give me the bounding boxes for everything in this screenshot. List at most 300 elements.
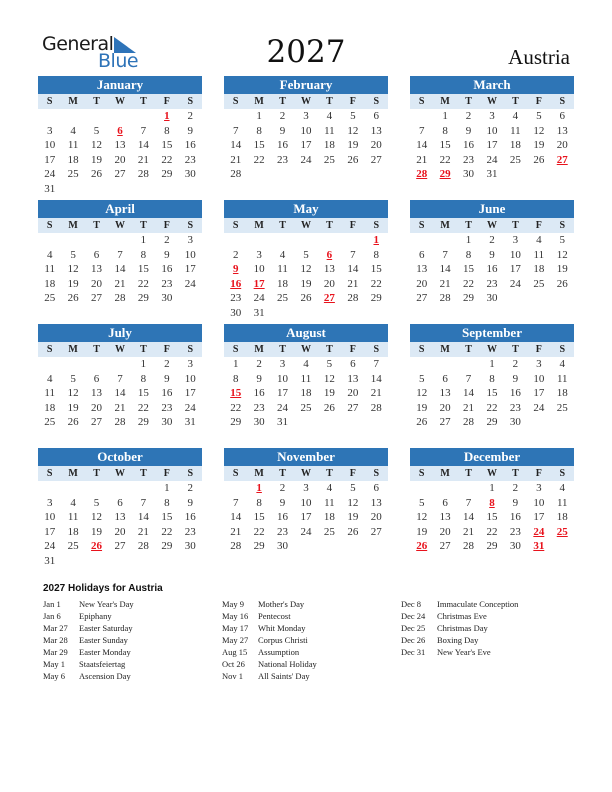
day-cell: 2: [164, 234, 170, 246]
day-cell: 1: [232, 358, 239, 370]
day-cell: 22: [161, 153, 173, 166]
day-cell: 16: [277, 139, 289, 152]
day-cell: [457, 430, 480, 445]
day-cell: 4: [326, 110, 333, 122]
week-row: [38, 138, 202, 153]
day-cell: 4: [326, 482, 333, 494]
holiday-date-label: May 9: [222, 599, 244, 609]
holiday-date-label: Dec 25: [401, 623, 426, 633]
month-title: December: [410, 448, 574, 466]
day-cell: 12: [416, 511, 428, 524]
day-cell: 25: [509, 153, 521, 166]
week-row: [38, 430, 202, 445]
day-cell: 12: [347, 496, 359, 509]
holiday-date: 1: [164, 110, 170, 122]
day-cell: 22: [370, 277, 382, 290]
day-cell: 8: [232, 372, 239, 385]
day-cell: 1: [489, 482, 495, 494]
day-cell: 25: [277, 292, 289, 305]
day-cell: 4: [559, 358, 565, 370]
weekday-header-row: [410, 342, 574, 357]
day-cell: 31: [44, 554, 56, 567]
day-cell: 21: [137, 153, 149, 166]
month-august: [224, 324, 388, 445]
week-row: [224, 510, 388, 525]
holiday-name: National Holiday: [258, 659, 317, 669]
day-cell: 14: [416, 139, 428, 152]
day-cell: 22: [137, 277, 149, 290]
month-june: [410, 200, 574, 321]
weekday-label: F: [349, 220, 356, 231]
day-cell: 23: [230, 292, 242, 305]
day-cell: 17: [44, 153, 56, 166]
day-cell: 15: [370, 263, 382, 276]
weekday-label: T: [93, 468, 100, 479]
day-cell: 25: [44, 416, 56, 429]
day-cell: [410, 481, 433, 496]
day-cell: [224, 481, 247, 496]
day-cell: 7: [418, 124, 425, 137]
month-title: June: [410, 200, 574, 218]
day-cell: 7: [117, 248, 123, 261]
day-cell: [61, 430, 84, 445]
day-cell: 18: [556, 387, 568, 400]
weekday-label: S: [46, 96, 53, 107]
day-cell: [271, 430, 294, 445]
day-cell: 25: [67, 540, 79, 553]
day-cell: 14: [230, 139, 242, 152]
weekday-label: S: [373, 96, 380, 107]
day-cell: 26: [67, 416, 79, 429]
day-cell: 28: [114, 416, 126, 429]
week-row: [410, 248, 574, 263]
weekday-label: W: [114, 220, 125, 231]
day-cell: 11: [67, 511, 79, 524]
day-cell: 12: [67, 263, 79, 276]
week-row: [224, 415, 388, 430]
day-cell: 4: [279, 248, 286, 261]
weekday-label: F: [163, 468, 170, 479]
day-cell: 2: [512, 482, 519, 494]
weekday-label: T: [512, 468, 519, 479]
day-cell: [504, 291, 527, 306]
holiday-name: Christmas Eve: [437, 611, 487, 621]
week-row: [224, 430, 388, 445]
day-cell: [61, 306, 84, 321]
day-cell: 11: [300, 372, 312, 385]
day-cell: 28: [370, 401, 382, 414]
day-cell: 5: [418, 496, 425, 509]
day-cell: [527, 291, 550, 306]
day-cell: [433, 306, 456, 321]
holiday-name: Whit Monday: [258, 623, 306, 633]
weekday-label: T: [279, 96, 286, 107]
day-cell: 5: [93, 496, 100, 509]
day-cell: 6: [418, 248, 425, 261]
weekday-label: S: [187, 344, 194, 355]
day-cell: 15: [161, 139, 173, 152]
day-cell: [527, 430, 550, 445]
week-row: [38, 306, 202, 321]
day-cell: 2: [465, 110, 472, 122]
holiday-name: Easter Saturday: [79, 623, 133, 633]
day-cell: 17: [184, 387, 196, 400]
day-cell: 22: [486, 525, 498, 538]
day-cell: 30: [509, 540, 521, 553]
week-row: [410, 167, 574, 182]
day-cell: 13: [370, 496, 382, 509]
day-cell: 16: [463, 139, 475, 152]
day-cell: [85, 306, 108, 321]
day-cell: 6: [442, 496, 448, 509]
week-row: [224, 496, 388, 511]
day-cell: [433, 357, 456, 372]
day-cell: 10: [44, 139, 56, 152]
day-cell: 10: [184, 248, 196, 261]
week-row: [224, 372, 388, 387]
day-cell: 28: [463, 540, 475, 553]
day-cell: 29: [463, 292, 475, 305]
day-cell: [365, 167, 388, 182]
holiday-date: 27: [556, 153, 568, 166]
day-cell: 27: [439, 540, 451, 553]
holiday-item: [222, 670, 317, 682]
weekday-label: T: [93, 344, 100, 355]
day-cell: [38, 233, 61, 248]
day-cell: 13: [556, 124, 568, 137]
day-cell: 9: [187, 124, 193, 137]
day-cell: 24: [533, 401, 545, 414]
day-cell: 21: [114, 401, 126, 414]
day-cell: [365, 182, 388, 197]
day-cell: 18: [67, 525, 79, 538]
holiday-item: [43, 646, 134, 658]
day-cell: 6: [373, 482, 379, 494]
week-row: [410, 415, 574, 430]
holiday-name: Epiphany: [79, 611, 112, 621]
week-row: [38, 124, 202, 139]
day-cell: 15: [137, 263, 149, 276]
day-cell: 9: [164, 372, 170, 385]
day-cell: 11: [44, 387, 55, 400]
day-cell: 1: [140, 358, 147, 370]
day-cell: [551, 430, 574, 445]
holiday-date-label: Dec 24: [401, 611, 426, 621]
day-cell: 23: [277, 153, 289, 166]
day-cell: 11: [510, 124, 521, 137]
day-cell: [247, 167, 270, 182]
holiday-name: Ascension Day: [79, 671, 131, 681]
day-cell: [527, 167, 550, 182]
holiday-item: [222, 658, 317, 670]
year-title: 2027: [266, 34, 346, 70]
day-cell: [155, 554, 178, 569]
day-cell: 28: [230, 168, 242, 181]
day-cell: [527, 306, 550, 321]
day-cell: [410, 306, 433, 321]
day-cell: 20: [556, 139, 568, 152]
week-row: [38, 481, 202, 496]
day-cell: 24: [184, 277, 196, 290]
day-cell: 11: [556, 496, 568, 509]
day-cell: 17: [486, 139, 498, 152]
weekday-header-row: [38, 466, 202, 481]
day-cell: 19: [416, 401, 428, 414]
day-cell: 28: [230, 540, 242, 553]
day-cell: [551, 167, 574, 182]
day-cell: 24: [300, 153, 312, 166]
day-cell: 22: [137, 401, 149, 414]
day-cell: 16: [184, 139, 196, 152]
day-cell: 13: [114, 511, 126, 524]
day-cell: 29: [137, 416, 149, 429]
weekday-header-row: [410, 218, 574, 233]
weekday-label: F: [535, 220, 542, 231]
day-cell: [108, 430, 131, 445]
day-cell: [457, 182, 480, 197]
holiday-date-label: Mar 29: [43, 647, 68, 657]
holidays-column: [401, 598, 518, 658]
day-cell: [410, 233, 433, 248]
day-cell: 27: [439, 416, 451, 429]
weekday-label: M: [440, 220, 450, 231]
day-cell: 2: [164, 358, 170, 370]
day-cell: 4: [46, 248, 53, 261]
day-cell: [85, 554, 108, 569]
day-cell: 22: [230, 401, 242, 414]
day-cell: 10: [300, 124, 312, 137]
day-cell: 13: [323, 263, 335, 276]
holiday-date-label: Jan 1: [43, 599, 61, 609]
day-cell: 1: [465, 234, 472, 246]
day-cell: [271, 306, 294, 321]
weekday-header-row: [410, 466, 574, 481]
day-cell: 12: [300, 263, 312, 276]
day-cell: 2: [279, 482, 286, 494]
week-row: [38, 153, 202, 168]
weekday-label: F: [349, 96, 356, 107]
day-cell: 18: [323, 511, 335, 524]
day-cell: 10: [533, 496, 545, 509]
holiday-item: [43, 658, 134, 670]
day-cell: 11: [556, 372, 568, 385]
holiday-name: Easter Sunday: [79, 635, 128, 645]
holiday-date-label: Oct 26: [222, 659, 245, 669]
day-cell: 3: [279, 358, 286, 370]
day-cell: 4: [303, 358, 309, 370]
day-cell: [480, 182, 503, 197]
weekday-label: S: [418, 220, 425, 231]
day-cell: [551, 415, 574, 430]
weekday-label: F: [535, 468, 542, 479]
day-cell: 6: [93, 372, 100, 385]
holiday-date: 29: [439, 168, 451, 181]
weekday-label: T: [93, 220, 100, 231]
month-title: May: [224, 200, 388, 218]
day-cell: 25: [533, 277, 545, 290]
weekday-label: T: [512, 220, 519, 231]
day-cell: [294, 233, 317, 248]
day-cell: [294, 306, 317, 321]
day-cell: [341, 306, 364, 321]
day-cell: 26: [300, 292, 312, 305]
day-cell: [179, 306, 202, 321]
day-cell: [132, 554, 155, 569]
day-cell: 1: [164, 482, 170, 494]
weekday-label: T: [326, 220, 333, 231]
day-cell: 13: [91, 263, 103, 276]
day-cell: 5: [536, 110, 542, 122]
day-cell: [527, 554, 550, 569]
weekday-label: T: [512, 344, 519, 355]
day-cell: [38, 481, 61, 496]
day-cell: 29: [137, 292, 149, 305]
week-row: [38, 386, 202, 401]
day-cell: 23: [486, 277, 498, 290]
day-cell: 12: [533, 124, 545, 137]
day-cell: 18: [67, 153, 79, 166]
day-cell: 16: [161, 387, 173, 400]
holiday-date: 24: [533, 525, 545, 538]
day-cell: 9: [465, 124, 472, 137]
day-cell: [179, 554, 202, 569]
day-cell: 5: [350, 482, 356, 494]
day-cell: 18: [323, 139, 335, 152]
day-cell: [155, 306, 178, 321]
weekday-label: T: [279, 468, 286, 479]
day-cell: [224, 182, 247, 197]
holiday-item: [401, 646, 518, 658]
day-cell: [433, 233, 456, 248]
day-cell: 5: [418, 372, 425, 385]
day-cell: 3: [46, 496, 53, 509]
week-row: [224, 262, 388, 277]
holidays-column: [43, 598, 134, 682]
day-cell: 20: [91, 277, 103, 290]
day-cell: 7: [232, 124, 239, 137]
weekday-label: F: [349, 468, 356, 479]
holiday-name: Boxing Day: [437, 635, 479, 645]
day-cell: [61, 481, 84, 496]
day-cell: [341, 554, 364, 569]
day-cell: [551, 306, 574, 321]
weekday-label: T: [140, 220, 147, 231]
day-cell: 21: [463, 401, 475, 414]
day-cell: 14: [370, 372, 382, 385]
weekday-label: S: [232, 220, 239, 231]
day-cell: [271, 554, 294, 569]
weekday-label: W: [114, 96, 125, 107]
day-cell: 23: [509, 401, 521, 414]
weekday-label: T: [326, 96, 333, 107]
day-cell: 24: [184, 401, 196, 414]
day-cell: 19: [67, 401, 79, 414]
day-cell: 3: [46, 124, 53, 137]
holidays-column: [222, 598, 317, 682]
weekday-label: S: [187, 96, 194, 107]
day-cell: [108, 233, 131, 248]
day-cell: 28: [137, 540, 149, 553]
day-cell: 30: [161, 292, 173, 305]
holiday-item: [401, 634, 518, 646]
day-cell: [85, 430, 108, 445]
holiday-date: 9: [232, 263, 239, 276]
day-cell: 1: [442, 110, 448, 122]
day-cell: 20: [114, 525, 126, 538]
day-cell: 23: [277, 525, 289, 538]
day-cell: 6: [117, 496, 123, 509]
holiday-date-label: May 17: [222, 623, 249, 633]
day-cell: [38, 357, 61, 372]
week-row: [224, 153, 388, 168]
day-cell: 28: [347, 292, 359, 305]
day-cell: 9: [512, 372, 519, 385]
day-cell: [179, 182, 202, 197]
week-row: [410, 153, 574, 168]
day-cell: 29: [161, 540, 173, 553]
week-row: [410, 510, 574, 525]
day-cell: 25: [556, 401, 568, 414]
day-cell: 17: [184, 263, 196, 276]
holiday-date: 31: [533, 540, 545, 553]
weekday-label: W: [114, 468, 125, 479]
day-cell: 7: [373, 358, 379, 370]
weekday-label: S: [559, 344, 566, 355]
weekday-label: M: [68, 468, 78, 479]
weekday-label: T: [465, 220, 472, 231]
holiday-date-label: Dec 31: [401, 647, 426, 657]
day-cell: 30: [509, 416, 521, 429]
holiday-name: Immaculate Conception: [437, 599, 519, 609]
day-cell: 31: [44, 182, 56, 195]
day-cell: 10: [277, 372, 289, 385]
weekday-label: T: [326, 344, 333, 355]
day-cell: [224, 430, 247, 445]
day-cell: 8: [465, 248, 472, 261]
day-cell: [341, 430, 364, 445]
day-cell: [365, 554, 388, 569]
day-cell: [85, 182, 108, 197]
day-cell: 22: [463, 277, 475, 290]
holiday-date: 26: [91, 540, 103, 553]
day-cell: 24: [300, 525, 312, 538]
day-cell: [480, 554, 503, 569]
day-cell: 15: [161, 511, 173, 524]
weekday-header-row: [410, 94, 574, 109]
week-row: [410, 182, 574, 197]
day-cell: [457, 357, 480, 372]
day-cell: [365, 306, 388, 321]
weekday-label: T: [140, 344, 147, 355]
week-row: [224, 401, 388, 416]
holiday-item: [222, 610, 317, 622]
day-cell: [318, 182, 341, 197]
day-cell: [294, 182, 317, 197]
holiday-item: [43, 670, 134, 682]
day-cell: 2: [279, 110, 286, 122]
day-cell: [271, 233, 294, 248]
day-cell: [551, 182, 574, 197]
week-row: [410, 233, 574, 248]
day-cell: [38, 109, 61, 124]
week-row: [410, 277, 574, 292]
day-cell: 9: [279, 124, 286, 137]
day-cell: 3: [187, 358, 193, 370]
day-cell: 30: [184, 168, 196, 181]
day-cell: 22: [439, 153, 451, 166]
day-cell: [504, 430, 527, 445]
day-cell: [527, 415, 550, 430]
